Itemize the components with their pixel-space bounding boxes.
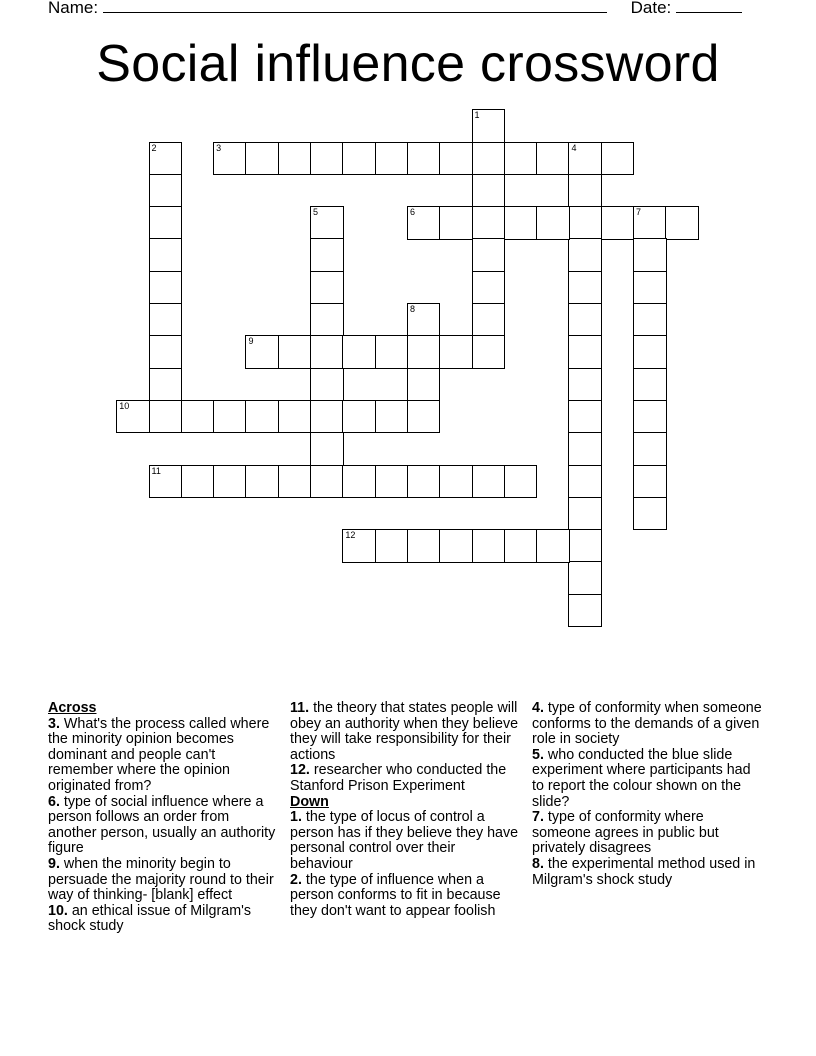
crossword-cell[interactable] (633, 206, 667, 240)
crossword-cell[interactable] (310, 335, 344, 369)
crossword-cell[interactable] (633, 465, 667, 499)
crossword-cell[interactable] (439, 142, 473, 176)
crossword-cell[interactable] (568, 432, 602, 466)
clue-down-2: 2. the type of influence when a person conforms to fit in because they don't want to appear foolish (290, 871, 501, 919)
crossword-cell[interactable] (536, 529, 570, 563)
clue-down-5: 5. who conducted the blue slide experiment where participants had to report the colour shown on the slide? (532, 746, 751, 810)
crossword-cell[interactable] (472, 206, 506, 240)
crossword-cell[interactable] (149, 368, 183, 402)
crossword-cell[interactable] (568, 561, 602, 595)
crossword-cell[interactable] (504, 465, 538, 499)
crossword-cell[interactable] (439, 529, 473, 563)
crossword-cell[interactable] (439, 206, 473, 240)
crossword-cell[interactable] (407, 529, 441, 563)
crossword-cell[interactable] (536, 142, 570, 176)
crossword-cell[interactable] (375, 400, 409, 434)
clue-across-12: 12. researcher who conducted the Stanford Prison Experiment (290, 762, 507, 794)
crossword-cell[interactable] (568, 142, 602, 176)
crossword-cell[interactable] (633, 238, 667, 272)
crossword-cell[interactable] (181, 465, 215, 499)
crossword-cell[interactable] (245, 142, 279, 176)
crossword-cell[interactable] (310, 303, 344, 337)
crossword-cell[interactable] (181, 400, 215, 434)
crossword-cell[interactable] (278, 142, 312, 176)
crossword-cell[interactable] (213, 142, 247, 176)
clue-number: 2 (151, 142, 157, 153)
crossword-cell[interactable] (601, 142, 635, 176)
crossword-cell[interactable] (310, 142, 344, 176)
crossword-cell[interactable] (213, 400, 247, 434)
clues-column-3 (532, 701, 764, 888)
clue-number: 7 (636, 207, 642, 218)
crossword-cell[interactable] (568, 303, 602, 337)
crossword-cell[interactable] (439, 465, 473, 499)
crossword-cell[interactable] (245, 400, 279, 434)
crossword-cell[interactable] (310, 271, 344, 305)
crossword-cell[interactable] (472, 529, 506, 563)
crossword-cell[interactable] (568, 465, 602, 499)
crossword-cell[interactable] (342, 335, 376, 369)
crossword-cell[interactable] (245, 465, 279, 499)
crossword-cell[interactable] (568, 206, 602, 240)
clue-across-10: 10. an ethical issue of Milgram's shock study (48, 902, 251, 935)
clue-number: 4 (571, 142, 577, 153)
crossword-cell[interactable] (407, 335, 441, 369)
crossword-cell[interactable] (310, 400, 344, 434)
crossword-cell[interactable] (633, 335, 667, 369)
clue-down-7: 7. type of conformity where someone agrees in public but privately disagrees (532, 809, 719, 857)
crossword-cell[interactable] (439, 335, 473, 369)
clue-across-11: 11. the theory that states people will obey an authority when they believe they will take responsibility for their actions (290, 700, 519, 763)
clue-across-9: 9. when the minority begin to persuade the majority round to their way of thinking- [blank] effect (48, 855, 274, 904)
clue-number: 6 (409, 207, 415, 218)
crossword-cell[interactable] (504, 206, 538, 240)
crossword-cell[interactable] (407, 400, 441, 434)
crossword-cell[interactable] (568, 368, 602, 402)
name-label: Name: (48, 0, 99, 17)
crossword-cell[interactable] (149, 174, 183, 208)
clue-number: 9 (248, 336, 254, 347)
crossword-cell[interactable] (472, 142, 506, 176)
clue-number: 12 (345, 530, 356, 541)
crossword-cell[interactable] (149, 271, 183, 305)
crossword-cell[interactable] (472, 465, 506, 499)
crossword-cell[interactable] (375, 465, 409, 499)
crossword-cell[interactable] (633, 368, 667, 402)
crossword-cell[interactable] (342, 465, 376, 499)
crossword-cell[interactable] (633, 400, 667, 434)
crossword-cell[interactable] (633, 271, 667, 305)
crossword-cell[interactable] (310, 368, 344, 402)
crossword-cell[interactable] (342, 400, 376, 434)
clue-down-8: 8. the experimental method used in Milgram's shock study (532, 855, 756, 888)
clues-column-1 (48, 701, 280, 935)
crossword-cell[interactable] (149, 238, 183, 272)
crossword-cell[interactable] (568, 594, 602, 628)
crossword-cell[interactable] (407, 465, 441, 499)
crossword-cell[interactable] (149, 335, 183, 369)
crossword-cell[interactable] (568, 400, 602, 434)
crossword-cell[interactable] (149, 142, 183, 176)
crossword-cell[interactable] (472, 303, 506, 337)
clues-column-2 (290, 701, 522, 919)
crossword-cell[interactable] (149, 206, 183, 240)
crossword-cell[interactable] (149, 400, 183, 434)
crossword-cell[interactable] (504, 142, 538, 176)
crossword-cell[interactable] (633, 303, 667, 337)
clue-number: 11 (151, 465, 161, 476)
crossword-cell[interactable] (245, 335, 279, 369)
crossword-cell[interactable] (568, 497, 602, 531)
crossword-cell[interactable] (568, 238, 602, 272)
crossword-cell[interactable] (407, 206, 441, 240)
crossword-cell[interactable] (149, 465, 183, 499)
clue-number: 3 (216, 142, 222, 153)
crossword-cell[interactable] (633, 432, 667, 466)
clue-number: 10 (119, 400, 130, 411)
clue-across-3: 3. What's the process called where the minority opinion becomes dominant and people can't remember where the opinion originated from? (48, 715, 270, 794)
crossword-cell[interactable] (568, 174, 602, 208)
down-heading: Down (290, 793, 329, 810)
clue-down-1: 1. the type of locus of control a person has if they believe they have personal control over their behaviour (290, 809, 519, 872)
page-title: Social influence crossword (96, 35, 720, 93)
across-heading: Across (48, 700, 97, 716)
crossword-cell[interactable] (375, 142, 409, 176)
crossword-cell[interactable] (407, 142, 441, 176)
clue-across-6: 6. type of social influence where a person follows an order from another person, usually an authority figure (48, 793, 276, 857)
crossword-cell[interactable] (536, 206, 570, 240)
date-label: Date: (630, 0, 672, 17)
crossword-cell[interactable] (375, 335, 409, 369)
crossword-cell[interactable] (278, 465, 312, 499)
crossword-cell[interactable] (310, 432, 344, 466)
crossword-cell[interactable] (278, 335, 312, 369)
crossword-cell[interactable] (375, 529, 409, 563)
crossword-cell[interactable] (116, 400, 150, 434)
clue-number: 8 (409, 304, 415, 315)
crossword-cell[interactable] (407, 303, 441, 337)
crossword-cell[interactable] (568, 271, 602, 305)
crossword-cell[interactable] (472, 238, 506, 272)
crossword-cell[interactable] (149, 303, 183, 337)
crossword-cell[interactable] (633, 497, 667, 531)
clue-number: 1 (474, 110, 480, 121)
crossword-cell[interactable] (601, 206, 635, 240)
clue-number: 5 (313, 207, 319, 218)
crossword-cell[interactable] (213, 465, 247, 499)
crossword-cell[interactable] (310, 465, 344, 499)
crossword-cell[interactable] (310, 238, 344, 272)
crossword-cell[interactable] (342, 142, 376, 176)
crossword-cell[interactable] (472, 335, 506, 369)
crossword-cell[interactable] (568, 335, 602, 369)
crossword-cell[interactable] (310, 206, 344, 240)
crossword-cell[interactable] (568, 529, 602, 563)
crossword-cell[interactable] (472, 109, 506, 143)
crossword-cell[interactable] (472, 271, 506, 305)
crossword-cell[interactable] (278, 400, 312, 434)
crossword-cell[interactable] (407, 368, 441, 402)
clue-down-4: 4. type of conformity when someone conforms to the demands of a given role in society (532, 700, 762, 748)
crossword-cell[interactable] (472, 174, 506, 208)
crossword-cell[interactable] (665, 206, 699, 240)
crossword-cell[interactable] (504, 529, 538, 563)
crossword-cell[interactable] (342, 529, 376, 563)
